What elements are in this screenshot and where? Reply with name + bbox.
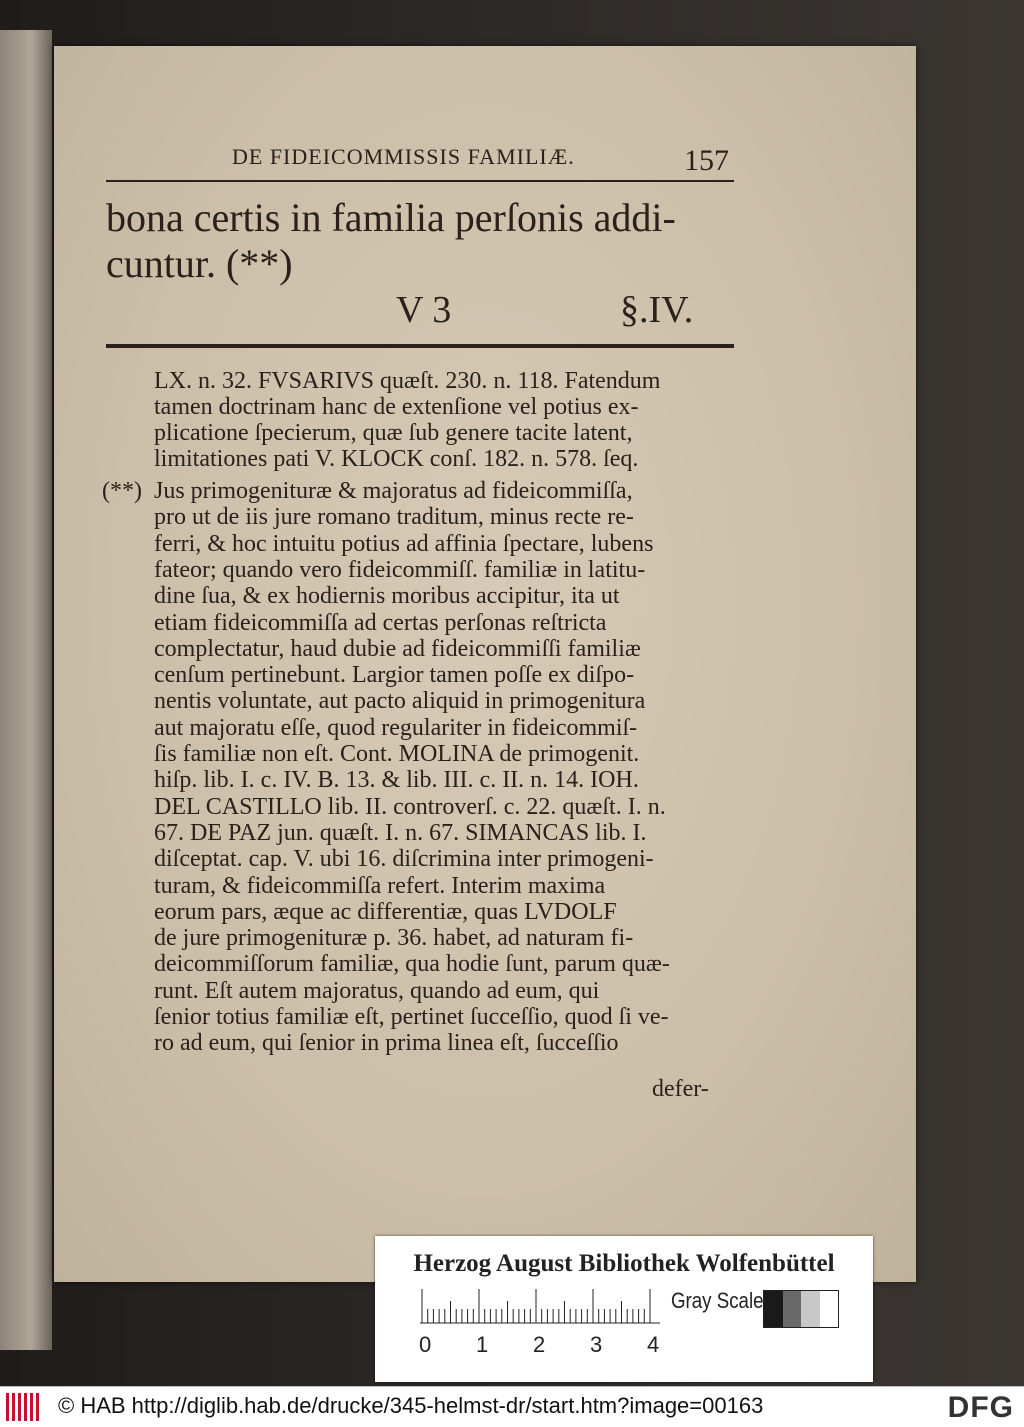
footnote-line: deicommiſſorum familiæ, qua hodie ſunt, parum quæ- bbox=[154, 951, 670, 978]
ruler-scale bbox=[420, 1288, 660, 1324]
catchword: defer- bbox=[652, 1076, 709, 1102]
heading-line-2: cuntur. (**) bbox=[106, 241, 293, 286]
footnote-line: etiam fideicommiſſa ad certas perſonas reſtricta bbox=[154, 609, 607, 636]
dfg-logo: DFG bbox=[947, 1391, 1014, 1424]
footnote-line: ſis familiæ non eſt. Cont. MOLINA de primogenit. bbox=[154, 741, 640, 767]
footnote-line: dine ſua, & ex hodiernis moribus accipitur, ita ut bbox=[154, 583, 620, 610]
footnote-line: limitationes pati V. KLOCK conſ. 182. n. 578. ſeq. bbox=[154, 446, 639, 472]
signature-mark: V 3 bbox=[396, 289, 452, 331]
footnote-line: diſceptat. cap. V. ubi 16. diſcrimina inter primogeni- bbox=[154, 846, 654, 873]
scale-number-2: 2 bbox=[533, 1332, 546, 1357]
library-name: Herzog August Bibliothek Wolfenbüttel bbox=[413, 1250, 835, 1277]
gray-scale-label: Gray Scale bbox=[671, 1288, 764, 1313]
header-rule bbox=[106, 180, 734, 182]
footnote-line: Jus primogenituræ & majoratus ad fideicommiſſa, bbox=[154, 478, 633, 504]
scale-number-0: 0 bbox=[419, 1332, 432, 1357]
footnote-line: runt. Eſt autem majoratus, quando ad eum, qui bbox=[154, 977, 600, 1004]
running-title: DE FIDEICOMMISSIS FAMILIÆ. bbox=[232, 144, 575, 169]
footer-bar bbox=[0, 1386, 1024, 1427]
footnote-line: aut majoratu eſſe, quod regulariter in fideicommiſ- bbox=[154, 714, 638, 741]
section-number: §.IV. bbox=[620, 289, 694, 331]
footnote-line: pro ut de iis jure romano traditum, minus recte re- bbox=[154, 504, 634, 531]
footnote-line: eorum pars, æque ac differentiæ, quas LVDOLF bbox=[154, 898, 617, 925]
scale-number-1: 1 bbox=[476, 1332, 489, 1357]
scale-card bbox=[375, 1236, 873, 1382]
scale-number-3: 3 bbox=[590, 1332, 603, 1357]
footnote-line: tamen doctrinam hanc de extenſione vel potius ex- bbox=[154, 394, 639, 420]
footnote-line: ſenior totius familiæ eſt, pertinet ſucceſſio, quod ſi ve- bbox=[154, 1004, 669, 1030]
book-page bbox=[54, 46, 916, 1282]
scale-number-4: 4 bbox=[647, 1332, 660, 1357]
footnote-line: plicatione ſpecierum, quæ ſub genere tacite latent, bbox=[154, 420, 633, 446]
section-rule bbox=[106, 344, 734, 348]
footnote-line: 67. DE PAZ jun. quæſt. I. n. 67. SIMANCAS lib. I. bbox=[154, 819, 647, 846]
heading-line-1: bona certis in familia perſonis addi- bbox=[106, 195, 676, 240]
footnote-line: nentis voluntate, aut pacto aliquid in primogenitura bbox=[154, 688, 646, 715]
footnote-line: fateor; quando vero fideicommiſſ. familiæ in latitu- bbox=[154, 556, 646, 583]
footnote-line: hiſp. lib. I. c. IV. B. 13. & lib. III. c. II. n. 14. IOH. bbox=[154, 767, 639, 794]
footnote-line: cenſum pertinebunt. Largior tamen poſſe ex diſpo- bbox=[154, 662, 635, 689]
hab-logo-icon bbox=[6, 1393, 46, 1421]
footnote-line: turam, & fideicommiſſa refert. Interim maxima bbox=[154, 872, 606, 899]
footnote-line: complectatur, haud dubie ad fideicommiſſi familiæ bbox=[154, 635, 641, 662]
page-number: 157 bbox=[684, 144, 729, 177]
footnote-marker: (**) bbox=[102, 478, 142, 504]
gray-scale-swatch bbox=[763, 1290, 839, 1328]
footnote-line: de jure primogenituræ p. 36. habet, ad naturam fi- bbox=[154, 925, 634, 952]
footnote-line: ro ad eum, qui ſenior in prima linea eſt, ſucceſſio bbox=[154, 1030, 619, 1057]
footnote-line: LX. n. 32. FVSARIVS quæſt. 230. n. 118. Fatendum bbox=[154, 368, 661, 394]
footer-link[interactable]: © HAB http://diglib.hab.de/drucke/345-helmst-dr/start.htm?image=00163 bbox=[58, 1393, 764, 1418]
footnote-line: ferri, & hoc intuitu potius ad affinia ſpectare, lubens bbox=[154, 530, 654, 557]
footnote-line: DEL CASTILLO lib. II. controverſ. c. 22. quæſt. I. n. bbox=[154, 793, 666, 820]
adjacent-page-edge bbox=[0, 30, 52, 1350]
